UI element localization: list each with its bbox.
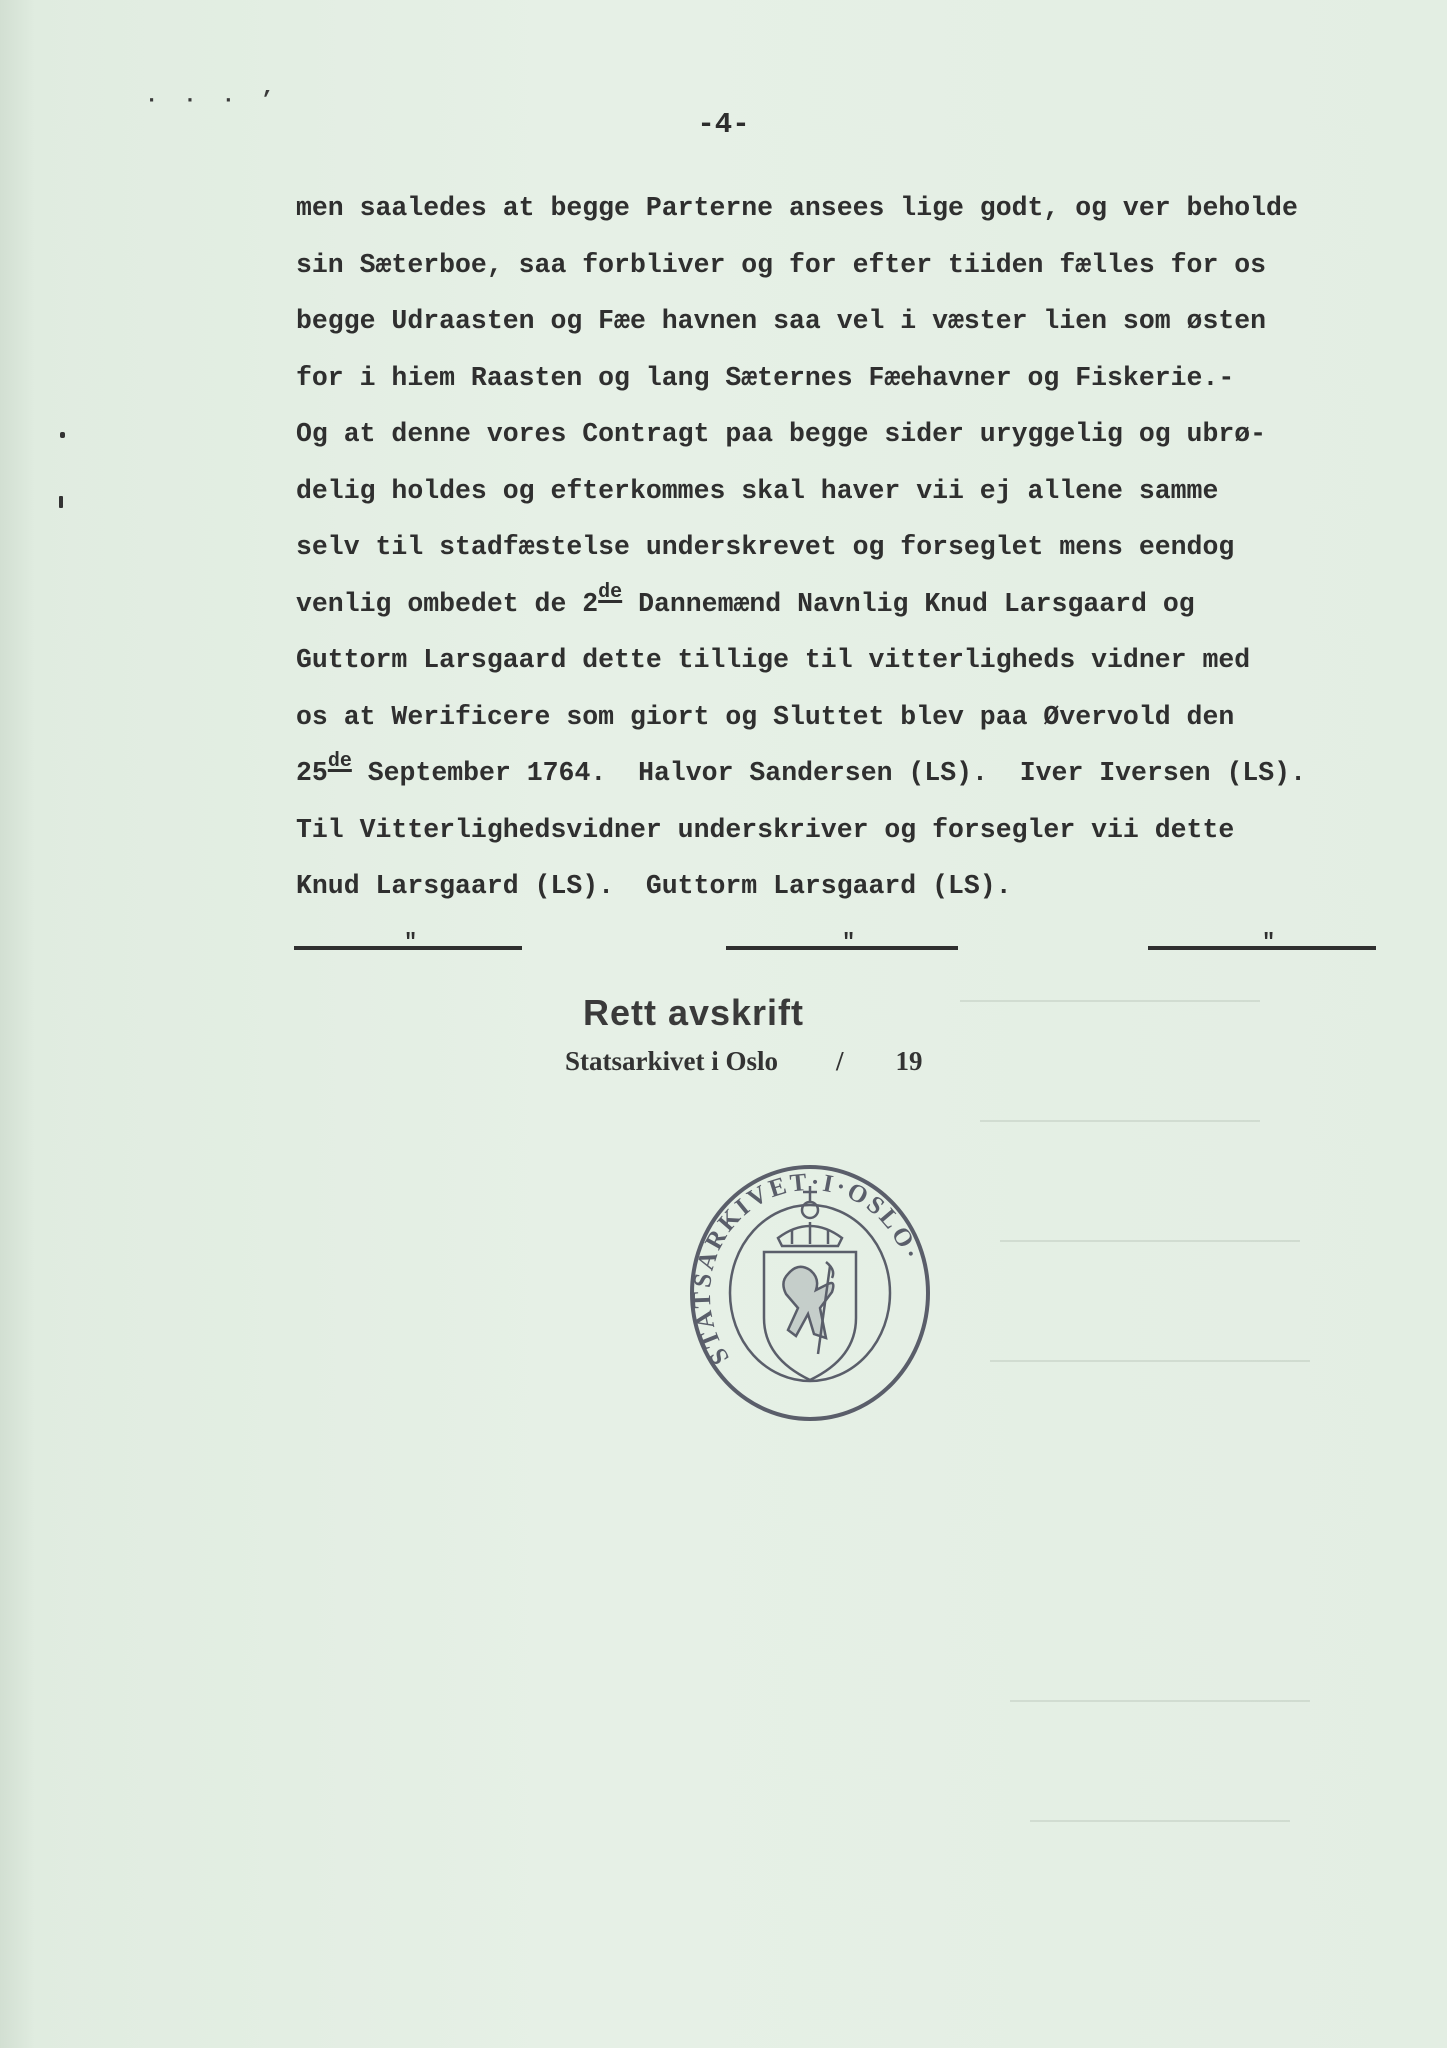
ditto-mark-right: " <box>1262 930 1276 955</box>
body-line <box>296 293 1436 350</box>
body-line-text: begge Udraasten og Fæe havnen saa vel i væster lien som østen <box>296 306 1267 336</box>
archive-seal <box>680 1158 940 1428</box>
lion-shield-icon <box>764 1252 856 1380</box>
margin-dot <box>60 432 65 438</box>
body-line-text: men saaledes at begge Parterne ansees lige godt, og ver beholde <box>296 193 1298 223</box>
body-line-text-continued: September 1764. Halvor Sandersen (LS). Iver Iversen (LS). <box>351 758 1306 788</box>
body-line-text: Til Vitterlighedsvidner underskriver og forsegler vii dette <box>296 814 1235 845</box>
ditto-mark-center: " <box>842 930 856 955</box>
body-line-text: os at Werificere som giort og Sluttet blev paa Øvervold den <box>296 701 1235 732</box>
date-slash: / <box>836 1046 844 1076</box>
ordinal-superscript: de <box>598 580 623 604</box>
body-line <box>296 802 1436 859</box>
bleed-through <box>980 1120 1260 1122</box>
body-line-text: selv til stadfæstelse underskrevet og forseglet mens eendog <box>296 532 1235 562</box>
archive-name: Statsarkivet i Oslo <box>565 1046 778 1076</box>
body-line-text-continued: Dannemænd Navnlig Knud Larsgaard og <box>622 588 1195 619</box>
body-line-text: delig holdes og efterkommes skal haver vii ej allene samme <box>296 475 1219 506</box>
certification-year: 19 <box>895 1046 923 1076</box>
body-line <box>296 576 1436 633</box>
certification-title: Rett avskrift <box>582 992 805 1033</box>
body-line-text: venlig ombedet de 2 <box>296 588 599 619</box>
body-line-text: Knud Larsgaard (LS). Guttorm Larsgaard (LS). <box>296 871 1012 901</box>
body-line-text: Guttorm Larsgaard dette tillige til vitterligheds vidner med <box>296 645 1251 675</box>
body-line-text: sin Sæterboe, saa forbliver og for efter tiiden fælles for os <box>296 249 1267 280</box>
bleed-through <box>990 1360 1310 1362</box>
page-number: -4- <box>697 108 750 141</box>
bleed-through <box>1010 1700 1310 1702</box>
certification-line <box>565 1046 923 1077</box>
bleed-through <box>1000 1240 1300 1242</box>
body-line <box>296 632 1436 689</box>
body-line-text: Og at denne vores Contragt paa begge sider uryggelig og ubrø- <box>296 419 1267 449</box>
body-line <box>296 180 1436 237</box>
body-line <box>296 858 1436 915</box>
body-line <box>296 237 1436 294</box>
ditto-mark-left: " <box>404 930 418 955</box>
body-line-text: 25 <box>296 758 328 788</box>
body-line-text: for i hiem Raasten og lang Sæternes Fæehavner og Fiskerie.- <box>296 362 1235 393</box>
seal-text: STATSARKIVET·I·OSLO· <box>688 1168 926 1370</box>
document-body <box>296 180 1436 915</box>
body-line <box>296 745 1436 802</box>
corner-marks: · · · ’ <box>145 88 280 113</box>
body-line <box>296 463 1436 520</box>
body-line <box>296 350 1436 407</box>
body-line <box>296 406 1436 463</box>
margin-tick <box>59 496 63 508</box>
ordinal-superscript: de <box>327 750 352 773</box>
bleed-through <box>1030 1820 1290 1822</box>
body-line <box>296 689 1436 746</box>
body-line <box>296 519 1436 576</box>
